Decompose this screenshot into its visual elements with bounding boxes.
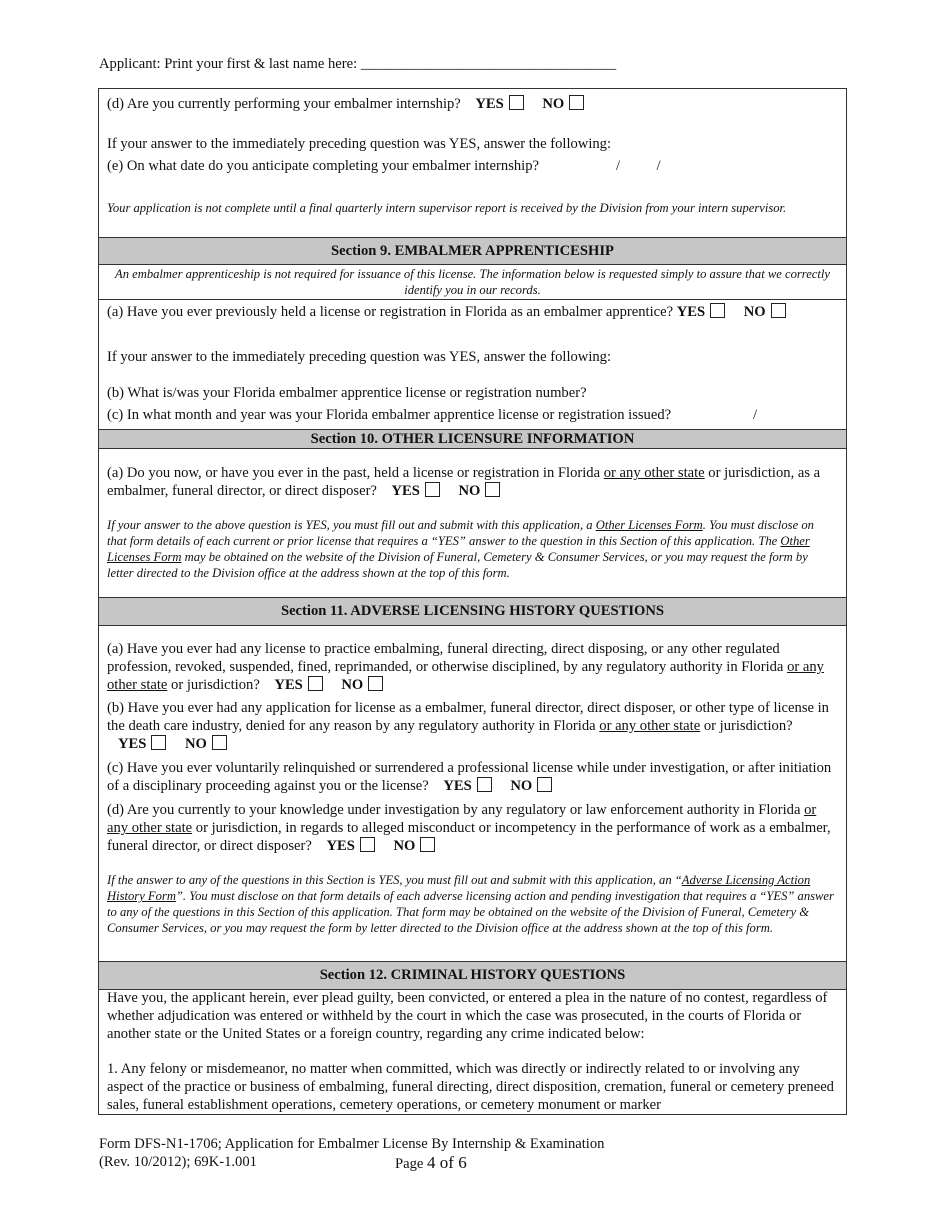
adverse-history-form-link[interactable]: Adverse Licensing Action History Form — [107, 873, 811, 903]
criminal-history-intro: Have you, the applicant herein, ever plead guilty, been convicted, or entered a plea in the nature of no contest, regardless of whether adjudication was entered or withheld by the court in which the case was prosecuted, in the courts of Florida or another state or the United States or a foreign country, regarding any crime indicated below: — [107, 990, 828, 1042]
question-9c: (c) In what month and year was your Florida embalmer apprentice license or registration issued? / — [107, 407, 758, 423]
question-10a: (a) Do you now, or have you ever in the past, held a license or registration in Florida or any other state or jurisdiction, as a embalmer, funeral director, or direct disposer? YES NO — [107, 465, 821, 499]
yes-checkbox[interactable] — [308, 676, 323, 691]
applicant-name-line — [99, 56, 616, 73]
if-yes-instruction: If your answer to the immediately preceding question was YES, answer the following: — [107, 136, 612, 152]
revision: (Rev. 10/2012); 69K-1.001 — [99, 1154, 257, 1170]
intern-report-note: Your application is not complete until a final quarterly intern supervisor report is received by the Division from your intern supervisor. — [107, 201, 787, 215]
divider — [99, 299, 846, 300]
question-8e: (e) On what date do you anticipate completing your embalmer internship? / / — [107, 158, 661, 174]
yes-checkbox[interactable] — [425, 482, 440, 497]
no-checkbox[interactable] — [771, 303, 786, 318]
applicant-name-blank[interactable]: ___________________________________ — [360, 56, 617, 72]
section-10-header: Section 10. OTHER LICENSURE INFORMATION — [99, 429, 846, 449]
section-9-header: Section 9. EMBALMER APPRENTICESHIP — [99, 237, 846, 265]
question-11c: (c) Have you ever voluntarily relinquished or surrendered a professional license while under investigation, or after initiation of a disciplinary proceeding against you or the license? YES NO — [107, 760, 832, 794]
section-11-header: Section 11. ADVERSE LICENSING HISTORY QUESTIONS — [99, 597, 846, 626]
criminal-history-item-1: 1. Any felony or misdemeanor, no matter when committed, which was directly or indirectly related to or involving any aspect of the practice or business of embalming, funeral directing, direct disposition, cremation, funeral or cemetery preneed sales, funeral establishment operations, cemetery operations, or cemetery monument or marker — [107, 1061, 834, 1113]
other-licenses-note: If your answer to the above question is YES, you must fill out and submit with this application, a Other Licenses Form. You must disclose on that form details of each current or prior license that requires a “YES” answer to the question in this Section of this application. The Other Licenses Form may be obtained on the website of the Division of Funeral, Cemetery & Consumer Services, or you may request the form by letter directed to the Division office at the address shown at the top of this form. — [107, 518, 814, 580]
no-checkbox[interactable] — [569, 95, 584, 110]
applicant-label: Applicant: Print your first & last name here: — [99, 56, 358, 72]
other-licenses-form-link[interactable]: Other Licenses Form — [595, 518, 703, 532]
issue-date-field[interactable]: / — [753, 407, 758, 423]
apprenticeship-intro: An embalmer apprenticeship is not required for issuance of this license. The information below is requested simply to assure that we correctly identify you in our records. — [115, 267, 830, 297]
other-licenses-form-link[interactable]: Other Licenses Form — [107, 534, 810, 564]
no-checkbox[interactable] — [212, 735, 227, 750]
no-checkbox[interactable] — [368, 676, 383, 691]
yes-checkbox[interactable] — [710, 303, 725, 318]
question-9b: (b) What is/was your Florida embalmer apprentice license or registration number? — [107, 385, 587, 401]
adverse-history-note: If the answer to any of the questions in this Section is YES, you must fill out and submit with this application, an “Adverse Licensing Action History Form”. You must disclose on that form details of each adverse licensing action and pending investigation that requires a “YES” answer to any of the questions in this Section of this application. That form may be obtained on the website of the Division of Funeral, Cemetery & Consumer Services, or you may request the form by letter directed to the Division office at the address shown at the top of this form. — [107, 873, 834, 935]
yes-checkbox[interactable] — [477, 777, 492, 792]
question-11b: (b) Have you ever had any application for license as a embalmer, funeral director, direct disposer, or other type of license in the death care industry, denied for any reason by any regulatory authority in Florida or any other state or jurisdiction? YES NO — [107, 700, 829, 752]
no-checkbox[interactable] — [537, 777, 552, 792]
question-9a: (a) Have you ever previously held a license or registration in Florida as an embalmer apprentice? YES NO — [107, 303, 834, 321]
yes-checkbox[interactable] — [360, 837, 375, 852]
yes-checkbox[interactable] — [509, 95, 524, 110]
completion-date-field[interactable]: / / — [616, 158, 661, 174]
footer — [99, 1135, 604, 1171]
section-12-header: Section 12. CRIMINAL HISTORY QUESTIONS — [99, 961, 846, 990]
if-yes-instruction: If your answer to the immediately preceding question was YES, answer the following: — [107, 349, 612, 365]
no-checkbox[interactable] — [485, 482, 500, 497]
page-number: Page 4 of 6 — [395, 1153, 467, 1172]
no-checkbox[interactable] — [420, 837, 435, 852]
question-11a: (a) Have you ever had any license to practice embalming, funeral directing, direct disposing, or any other regulated profession, revoked, suspended, fined, reprimanded, or otherwise disciplined, by any regulatory authority in Florida or any other state or jurisdiction? YES NO — [107, 641, 824, 693]
form-number: Form DFS-N1-1706; Application for Embalmer License By Internship & Examination — [99, 1136, 605, 1152]
yes-checkbox[interactable] — [151, 735, 166, 750]
question-8d: (d) Are you currently performing your embalmer internship? YES NO — [107, 95, 834, 113]
form-box — [98, 88, 847, 1115]
question-11d: (d) Are you currently to your knowledge under investigation by any regulatory or law enforcement authority in Florida or any other state or jurisdiction, in regards to alleged misconduct or incompetency in the performance of work as a embalmer, funeral director, or direct disposer? YES NO — [107, 802, 831, 854]
